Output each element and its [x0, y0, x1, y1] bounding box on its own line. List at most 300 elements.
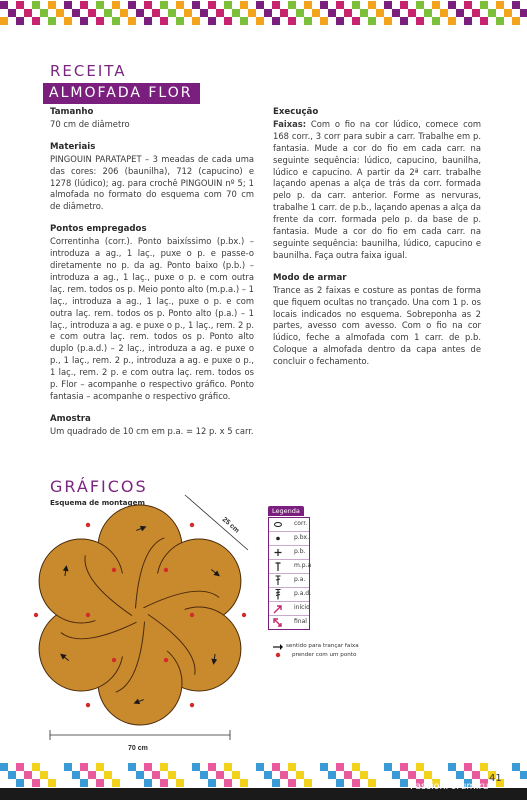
- checker-square: [168, 1, 176, 9]
- legend-row: [269, 560, 312, 574]
- checker-square: [352, 17, 360, 25]
- legend-label: m.p.a: [294, 562, 312, 569]
- checker-square: [496, 1, 504, 9]
- checker-square: [488, 9, 496, 17]
- checker-square: [64, 771, 72, 779]
- half-double-crochet-icon: [272, 561, 284, 572]
- checker-square: [104, 1, 112, 9]
- legend-title: Legenda: [268, 506, 304, 516]
- checker-square: [488, 763, 496, 771]
- checker-square: [152, 771, 160, 779]
- checker-square: [408, 1, 416, 9]
- checker-square: [208, 771, 216, 779]
- checker-square: [264, 1, 272, 9]
- pontos-text: Correntinha (corr.). Ponto baixíssimo (p.bx.) – introduza a ag., 1 laç., puxe o p. e passe-o diretamente no p. da ag. Ponto baixo (p.b.) – introduza a ag., 1 laç., puxe o p. e com outra laç. rem. todos os p. Meio ponto alto (m.p.a.) – 1 laç., introduza a ag., 1 laç., puxe o p. e com outra laç. rem. todos os p. Ponto alto (p.a.) – 1 laç., introduza a ag. e puxe o p., 1 laç., rem. 2 p. e com outra laç. rem. todos os p. Ponto alto duplo (p.a.d.) – 2 laç., introduza a ag. e puxe o p., 1 laç., rem. 2 p., introduza a ag. e puxe o p., 1 laç., rem. 2 p. e com outra laç. rem. todos os p. Flor – acompanhe o respectivo gráfico. Ponto fantasia – acompanhe o respectivo gráfico.: [50, 236, 254, 401]
- checker-square: [480, 9, 488, 17]
- checker-square: [80, 17, 88, 25]
- checker-square: [48, 779, 56, 787]
- checker-square: [184, 1, 192, 9]
- checker-square: [152, 17, 160, 25]
- checker-square: [72, 17, 80, 25]
- checker-square: [56, 771, 64, 779]
- checker-square: [440, 9, 448, 17]
- checker-square: [504, 779, 512, 787]
- checker-square: [176, 17, 184, 25]
- checker-square: [352, 9, 360, 17]
- checker-square: [416, 771, 424, 779]
- checker-square: [40, 9, 48, 17]
- checker-square: [392, 1, 400, 9]
- checker-square: [168, 9, 176, 17]
- checker-square: [368, 1, 376, 9]
- checker-square: [240, 771, 248, 779]
- checker-square: [424, 9, 432, 17]
- checker-square: [488, 1, 496, 9]
- dot-note: prender com um ponto: [292, 652, 357, 658]
- checker-square: [160, 763, 168, 771]
- checker-square: [224, 771, 232, 779]
- checker-square: [0, 9, 8, 17]
- checker-square: [200, 763, 208, 771]
- checker-square: [472, 763, 480, 771]
- checker-square: [280, 771, 288, 779]
- checker-square: [120, 779, 128, 787]
- checker-square: [296, 9, 304, 17]
- checker-square: [208, 1, 216, 9]
- checker-square: [120, 9, 128, 17]
- checker-square: [456, 1, 464, 9]
- join-point: [112, 658, 116, 662]
- checker-square: [256, 771, 264, 779]
- checker-square: [448, 17, 456, 25]
- checker-square: [408, 771, 416, 779]
- checker-square: [336, 1, 344, 9]
- checker-square: [376, 1, 384, 9]
- checker-square: [240, 779, 248, 787]
- checker-square: [304, 779, 312, 787]
- checker-square: [136, 17, 144, 25]
- checker-square: [360, 779, 368, 787]
- checker-square: [416, 763, 424, 771]
- checker-square: [88, 779, 96, 787]
- join-point: [34, 613, 38, 617]
- join-point: [86, 613, 90, 617]
- checker-square: [216, 1, 224, 9]
- checker-square: [184, 17, 192, 25]
- checker-square: [32, 763, 40, 771]
- checker-square: [176, 771, 184, 779]
- checker-square: [224, 763, 232, 771]
- checker-square: [280, 17, 288, 25]
- checker-square: [448, 763, 456, 771]
- checker-square: [160, 17, 168, 25]
- checker-square: [208, 779, 216, 787]
- checker-square: [424, 771, 432, 779]
- join-dot-icon: [275, 652, 281, 658]
- join-point: [190, 613, 194, 617]
- join-point: [112, 568, 116, 572]
- checker-square: [432, 771, 440, 779]
- checker-square: [432, 1, 440, 9]
- checker-square: [256, 779, 264, 787]
- checker-square: [264, 771, 272, 779]
- checker-square: [328, 9, 336, 17]
- checker-square: [200, 1, 208, 9]
- amostra-text: Um quadrado de 10 cm em p.a. = 12 p. x 5 carr.: [50, 425, 254, 436]
- section-heading: RECEITA: [50, 62, 127, 80]
- checker-square: [80, 9, 88, 17]
- checker-square: [72, 771, 80, 779]
- checker-square: [472, 1, 480, 9]
- checker-square: [24, 779, 32, 787]
- checker-square: [0, 17, 8, 25]
- checker-square: [392, 9, 400, 17]
- execucao-heading: Execução: [273, 107, 319, 117]
- checker-square: [80, 771, 88, 779]
- checker-square: [104, 779, 112, 787]
- checker-square: [392, 17, 400, 25]
- checker-square: [128, 9, 136, 17]
- checker-square: [376, 779, 384, 787]
- checker-square: [192, 1, 200, 9]
- checker-square: [176, 1, 184, 9]
- esquema-subtitle: Esquema de montagem: [50, 498, 146, 507]
- checker-square: [304, 17, 312, 25]
- checker-square: [176, 9, 184, 17]
- checker-square: [16, 1, 24, 9]
- checker-square: [8, 779, 16, 787]
- double-crochet-icon: [272, 575, 284, 586]
- checker-square: [88, 771, 96, 779]
- checker-square: [168, 17, 176, 25]
- checker-square: [200, 9, 208, 17]
- checker-square: [40, 771, 48, 779]
- checker-square: [328, 1, 336, 9]
- checker-square: [112, 9, 120, 17]
- checker-square: [136, 1, 144, 9]
- checker-square: [272, 9, 280, 17]
- checker-square: [400, 17, 408, 25]
- checker-square: [472, 17, 480, 25]
- checker-square: [216, 9, 224, 17]
- checker-square: [344, 17, 352, 25]
- checker-square: [336, 763, 344, 771]
- checker-square: [216, 779, 224, 787]
- checker-square: [400, 9, 408, 17]
- checker-square: [48, 17, 56, 25]
- checker-square: [224, 17, 232, 25]
- checker-square: [40, 1, 48, 9]
- checker-square: [352, 779, 360, 787]
- checker-square: [416, 17, 424, 25]
- checker-square: [120, 17, 128, 25]
- checker-square: [344, 779, 352, 787]
- checker-square: [232, 779, 240, 787]
- legend-label: p.bx.: [294, 534, 309, 541]
- checker-square: [216, 771, 224, 779]
- faixas-text: Com o fio na cor lúdico, comece com 168 corr., 3 corr para subir a carr. Trabalhe em p. fantasia. Mude a cor do fio em cada carr. na seguinte sequência: lúdico, capucino, baunilha, lúdico e capucino. A partir da 2ª carr. trabalhe laçando apenas a alça de trás da corr. formada pelo p. da carr. anterior. Forme as nervuras, trabalhe 1 carr. de p.b., laçando apenas a alça da frente da corr. formada pelo p. da base de p. fantasia. Mude a cor do fio em cada carr. na seguinte sequência: baunilha, lúdico, capucino e baunilha. Faça outra faixa igual.: [273, 118, 481, 260]
- join-point: [86, 523, 90, 527]
- checker-square: [168, 763, 176, 771]
- checker-square: [184, 763, 192, 771]
- checker-square: [376, 9, 384, 17]
- checker-square: [360, 17, 368, 25]
- checker-square: [328, 763, 336, 771]
- checker-square: [24, 9, 32, 17]
- checker-square: [376, 771, 384, 779]
- materiais-text: PINGOUIN PARATAPET – 3 meadas de cada uma das cores: 206 (baunilha), 712 (capucino) e 1278 (lúdico); ag. para crochê PINGOUIN nº 5; 1 almofada no formato do esquema com 70 cm de diâmetro.: [50, 153, 254, 212]
- checker-square: [360, 771, 368, 779]
- checker-square: [128, 1, 136, 9]
- legend-row: [269, 616, 309, 629]
- checker-square: [520, 779, 527, 787]
- checker-square: [144, 1, 152, 9]
- checker-square: [64, 779, 72, 787]
- checker-square: [48, 1, 56, 9]
- flower-center: [95, 570, 185, 660]
- checker-square: [200, 17, 208, 25]
- checker-square: [56, 17, 64, 25]
- side-dimension-label: 25 cm: [220, 516, 241, 535]
- checker-square: [8, 17, 16, 25]
- checker-square: [288, 9, 296, 17]
- chain-stitch-icon: [272, 519, 284, 530]
- checker-square: [312, 779, 320, 787]
- checker-square: [496, 763, 504, 771]
- checker-square: [8, 763, 16, 771]
- checker-square: [168, 779, 176, 787]
- page-number: 41: [489, 773, 502, 784]
- checker-square: [104, 9, 112, 17]
- checker-square: [368, 17, 376, 25]
- checker-square: [128, 763, 136, 771]
- checker-square: [392, 771, 400, 779]
- checker-square: [0, 763, 8, 771]
- checker-square: [464, 763, 472, 771]
- checker-square: [248, 779, 256, 787]
- amostra-heading: Amostra: [50, 413, 91, 424]
- checker-square: [368, 9, 376, 17]
- checker-square: [208, 9, 216, 17]
- checker-square: [304, 763, 312, 771]
- checker-square: [472, 9, 480, 17]
- checker-square: [344, 763, 352, 771]
- checker-square: [16, 763, 24, 771]
- checker-square: [120, 763, 128, 771]
- checker-square: [272, 17, 280, 25]
- checker-square: [272, 763, 280, 771]
- checker-square: [200, 771, 208, 779]
- checker-square: [128, 17, 136, 25]
- checker-square: [512, 1, 520, 9]
- checker-square: [360, 9, 368, 17]
- legend-label: p.a.d.: [294, 590, 312, 597]
- join-point: [190, 703, 194, 707]
- checker-square: [40, 763, 48, 771]
- checker-square: [256, 1, 264, 9]
- checker-square: [256, 17, 264, 25]
- checker-square: [112, 779, 120, 787]
- checker-square: [32, 771, 40, 779]
- checker-square: [48, 763, 56, 771]
- checker-square: [392, 763, 400, 771]
- checker-square: [112, 763, 120, 771]
- checker-square: [184, 771, 192, 779]
- checker-square: [408, 9, 416, 17]
- checker-square: [120, 771, 128, 779]
- modo-heading: Modo de armar: [273, 272, 347, 283]
- checker-square: [424, 1, 432, 9]
- checker-square: [520, 1, 527, 9]
- checker-square: [104, 771, 112, 779]
- checker-square: [368, 763, 376, 771]
- checker-square: [456, 9, 464, 17]
- checker-square: [280, 9, 288, 17]
- checker-square: [472, 771, 480, 779]
- checker-square: [328, 17, 336, 25]
- checker-square: [328, 771, 336, 779]
- checker-square: [264, 779, 272, 787]
- legend-row: [269, 602, 309, 616]
- legend-label: final: [294, 618, 307, 625]
- checker-square: [488, 17, 496, 25]
- checker-square: [176, 763, 184, 771]
- checker-square: [96, 17, 104, 25]
- checker-square: [464, 17, 472, 25]
- checker-square: [112, 1, 120, 9]
- checker-square: [144, 771, 152, 779]
- checker-square: [320, 763, 328, 771]
- checker-square: [24, 763, 32, 771]
- checker-square: [232, 17, 240, 25]
- modo-text: Trance as 2 faixas e costure as pontas de forma que fiquem ocultas no trançado. Una com 1 p. os locais indicados no esquema. Sobreponha as 2 partes, avesso com avesso. Com o fio na cor lúdico, feche a almofada com 1 carr. de p.b. Coloque a almofada dentro da capa antes de concluir o fechamento.: [273, 284, 481, 367]
- checker-square: [264, 17, 272, 25]
- checker-square: [32, 1, 40, 9]
- legend-box: [268, 517, 310, 630]
- checker-square: [16, 9, 24, 17]
- checker-square: [352, 763, 360, 771]
- checker-square: [80, 1, 88, 9]
- checker-square: [512, 9, 520, 17]
- checker-square: [352, 771, 360, 779]
- checker-square: [448, 9, 456, 17]
- join-point: [164, 658, 168, 662]
- checker-square: [72, 763, 80, 771]
- checker-square: [224, 1, 232, 9]
- checker-square: [496, 17, 504, 25]
- checker-square: [424, 763, 432, 771]
- checker-square: [408, 17, 416, 25]
- checker-square: [520, 9, 527, 17]
- checker-square: [208, 763, 216, 771]
- single-crochet-icon: [272, 547, 284, 558]
- checker-square: [440, 17, 448, 25]
- checker-square: [240, 17, 248, 25]
- checker-square: [512, 779, 520, 787]
- checker-square: [192, 779, 200, 787]
- flower-assembly-diagram: [30, 490, 280, 760]
- checker-square: [48, 771, 56, 779]
- checker-square: [80, 779, 88, 787]
- slip-stitch-icon: [272, 533, 284, 544]
- checker-square: [168, 771, 176, 779]
- checker-square: [32, 9, 40, 17]
- checker-square: [280, 779, 288, 787]
- checker-square: [136, 763, 144, 771]
- checker-square: [96, 763, 104, 771]
- checker-square: [448, 1, 456, 9]
- checker-square: [56, 1, 64, 9]
- checker-square: [192, 17, 200, 25]
- checker-square: [376, 763, 384, 771]
- checker-square: [232, 763, 240, 771]
- checker-square: [312, 763, 320, 771]
- checker-square: [64, 17, 72, 25]
- checker-square: [336, 779, 344, 787]
- braid-arrow-icon: [272, 643, 284, 651]
- end-arrow-icon: [272, 617, 284, 628]
- checker-square: [352, 1, 360, 9]
- checker-square: [208, 17, 216, 25]
- checker-square: [184, 779, 192, 787]
- checker-square: [400, 771, 408, 779]
- checker-square: [152, 763, 160, 771]
- checker-square: [152, 779, 160, 787]
- decorative-checker-band-top: [0, 0, 527, 26]
- checker-square: [400, 763, 408, 771]
- checker-square: [464, 771, 472, 779]
- checker-square: [328, 779, 336, 787]
- checker-square: [424, 17, 432, 25]
- materiais-heading: Materiais: [50, 141, 96, 152]
- checker-square: [384, 763, 392, 771]
- checker-square: [288, 779, 296, 787]
- checker-square: [160, 1, 168, 9]
- checker-square: [512, 17, 520, 25]
- checker-square: [504, 763, 512, 771]
- checker-square: [0, 1, 8, 9]
- checker-square: [336, 17, 344, 25]
- checker-square: [272, 1, 280, 9]
- checker-square: [512, 771, 520, 779]
- checker-square: [336, 771, 344, 779]
- checker-square: [464, 9, 472, 17]
- checker-square: [16, 771, 24, 779]
- checker-square: [480, 771, 488, 779]
- checker-square: [0, 779, 8, 787]
- checker-square: [56, 779, 64, 787]
- checker-square: [176, 779, 184, 787]
- checker-square: [152, 9, 160, 17]
- checker-square: [456, 17, 464, 25]
- checker-square: [64, 9, 72, 17]
- checker-square: [80, 763, 88, 771]
- checker-square: [288, 17, 296, 25]
- checker-square: [320, 1, 328, 9]
- checker-square: [40, 779, 48, 787]
- checker-square: [136, 9, 144, 17]
- checker-square: [440, 771, 448, 779]
- checker-square: [280, 1, 288, 9]
- checker-square: [216, 763, 224, 771]
- checker-square: [240, 1, 248, 9]
- checker-square: [272, 771, 280, 779]
- checker-square: [0, 771, 8, 779]
- checker-square: [312, 9, 320, 17]
- legend-label: corr.: [294, 520, 308, 527]
- pattern-title: ALMOFADA FLOR: [43, 83, 200, 104]
- checker-square: [336, 9, 344, 17]
